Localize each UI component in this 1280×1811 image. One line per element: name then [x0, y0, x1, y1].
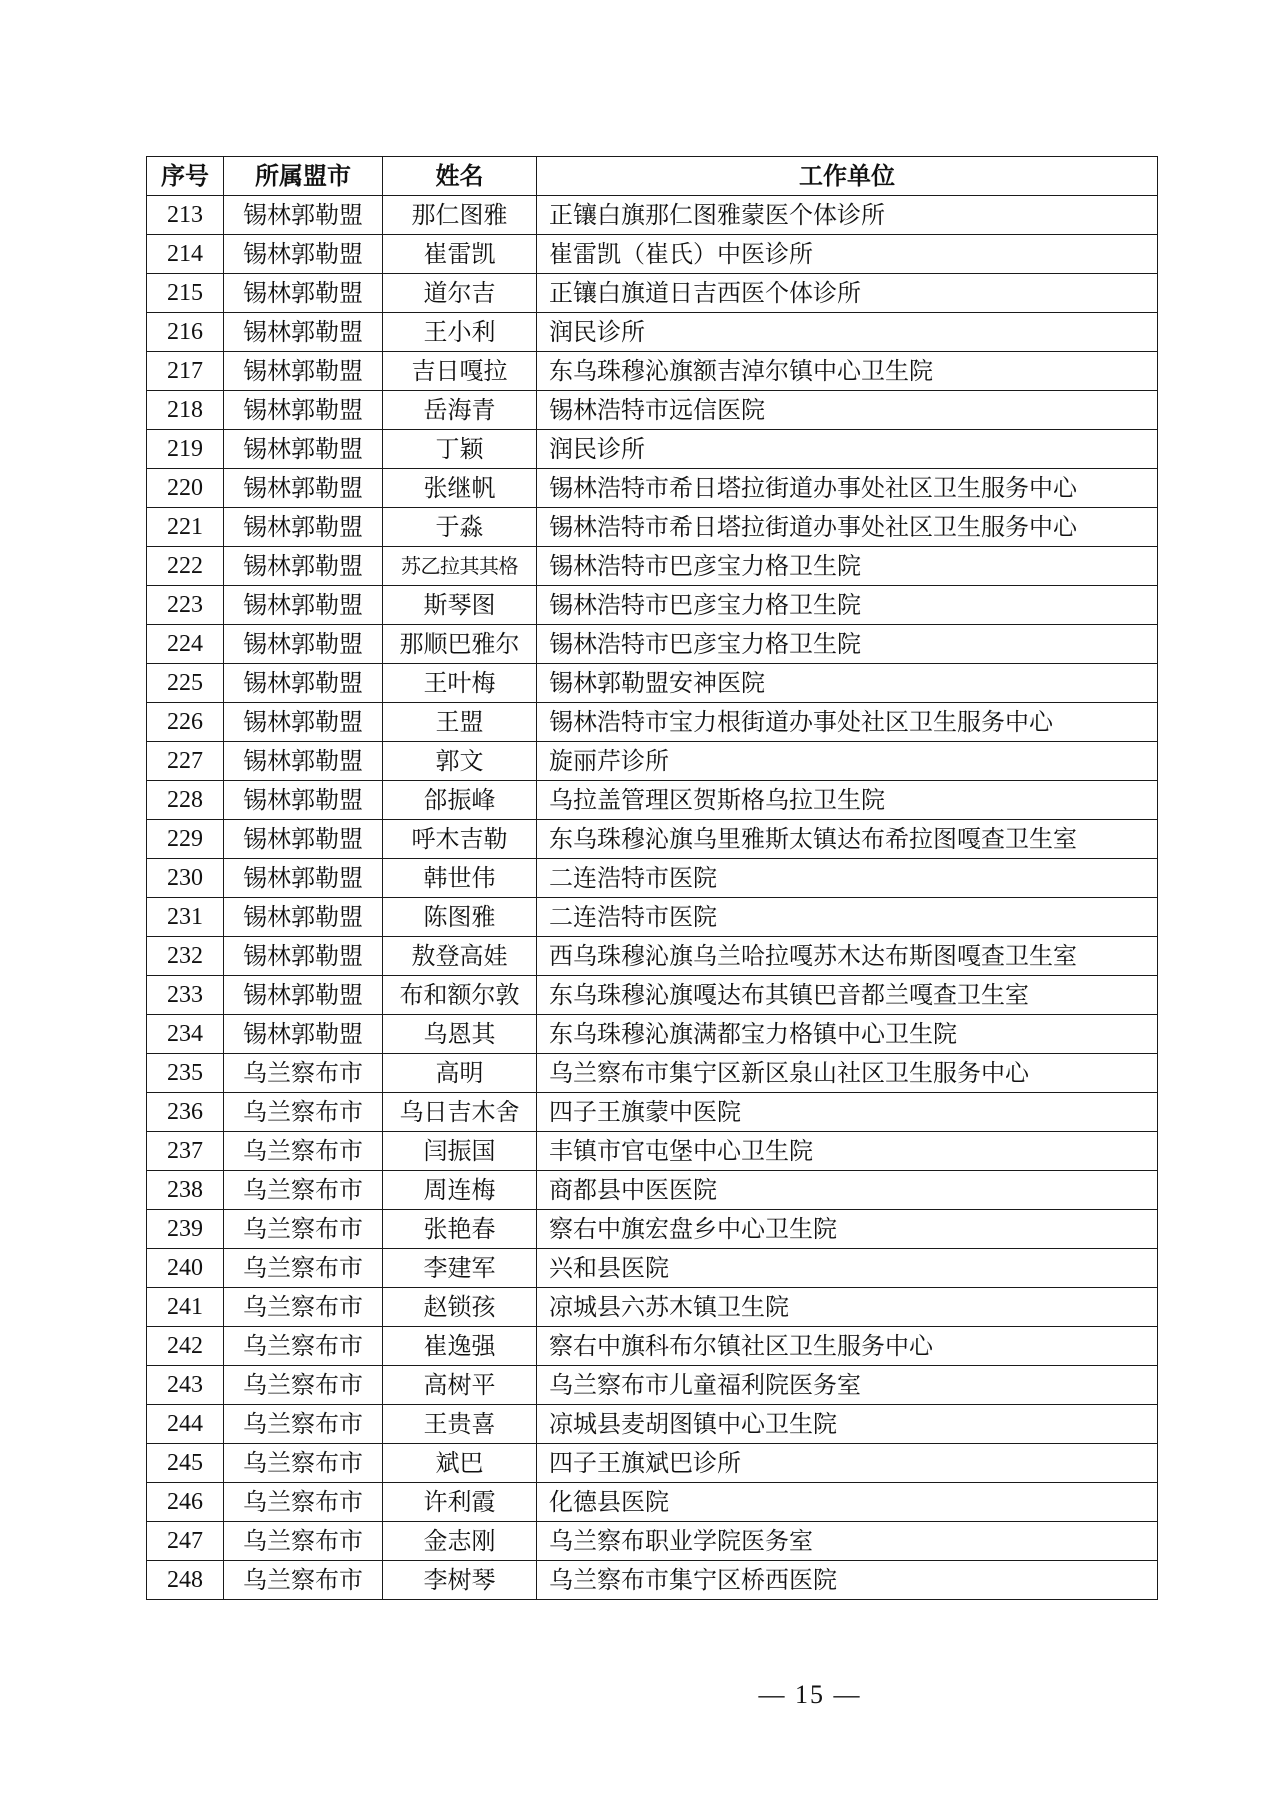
row-serial-number: 244 — [147, 1405, 224, 1444]
row-serial-number: 218 — [147, 391, 224, 430]
row-work-unit: 察右中旗科布尔镇社区卫生服务中心 — [537, 1327, 1158, 1366]
row-person-name: 郃振峰 — [383, 781, 537, 820]
row-serial-number: 240 — [147, 1249, 224, 1288]
row-work-unit: 正镶白旗道日吉西医个体诊所 — [537, 274, 1158, 313]
row-serial-number: 225 — [147, 664, 224, 703]
row-work-unit: 润民诊所 — [537, 313, 1158, 352]
row-work-unit: 四子王旗蒙中医院 — [537, 1093, 1158, 1132]
row-serial-number: 242 — [147, 1327, 224, 1366]
row-serial-number: 245 — [147, 1444, 224, 1483]
row-person-name: 岳海青 — [383, 391, 537, 430]
row-serial-number: 243 — [147, 1366, 224, 1405]
row-league-city: 锡林郭勒盟 — [224, 235, 383, 274]
table-row — [147, 1483, 1158, 1522]
row-league-city: 乌兰察布市 — [224, 1483, 383, 1522]
table-row — [147, 1171, 1158, 1210]
table-row — [147, 781, 1158, 820]
table-row — [147, 1327, 1158, 1366]
table-row — [147, 352, 1158, 391]
row-work-unit: 锡林浩特市宝力根街道办事处社区卫生服务中心 — [537, 703, 1158, 742]
row-work-unit: 兴和县医院 — [537, 1249, 1158, 1288]
row-serial-number: 248 — [147, 1561, 224, 1600]
table-row — [147, 1132, 1158, 1171]
row-person-name: 赵锁孩 — [383, 1288, 537, 1327]
row-league-city: 锡林郭勒盟 — [224, 508, 383, 547]
row-league-city: 乌兰察布市 — [224, 1093, 383, 1132]
row-work-unit: 乌兰察布市集宁区桥西医院 — [537, 1561, 1158, 1600]
table-row — [147, 664, 1158, 703]
table-row — [147, 508, 1158, 547]
row-serial-number: 234 — [147, 1015, 224, 1054]
row-league-city: 锡林郭勒盟 — [224, 625, 383, 664]
row-league-city: 乌兰察布市 — [224, 1171, 383, 1210]
row-work-unit: 锡林浩特市巴彦宝力格卫生院 — [537, 625, 1158, 664]
table-row — [147, 1522, 1158, 1561]
row-person-name: 金志刚 — [383, 1522, 537, 1561]
table-row — [147, 235, 1158, 274]
row-serial-number: 213 — [147, 196, 224, 235]
row-serial-number: 215 — [147, 274, 224, 313]
row-work-unit: 西乌珠穆沁旗乌兰哈拉嘎苏木达布斯图嘎查卫生室 — [537, 937, 1158, 976]
row-work-unit: 二连浩特市医院 — [537, 859, 1158, 898]
row-work-unit: 凉城县麦胡图镇中心卫生院 — [537, 1405, 1158, 1444]
row-work-unit: 锡林郭勒盟安神医院 — [537, 664, 1158, 703]
row-serial-number: 231 — [147, 898, 224, 937]
row-league-city: 乌兰察布市 — [224, 1405, 383, 1444]
page-number: — 15 — — [758, 1680, 862, 1709]
table-row — [147, 1210, 1158, 1249]
row-serial-number: 222 — [147, 547, 224, 586]
table-body — [147, 196, 1158, 1600]
row-person-name: 闫振国 — [383, 1132, 537, 1171]
row-work-unit: 四子王旗斌巴诊所 — [537, 1444, 1158, 1483]
table-row — [147, 391, 1158, 430]
row-person-name: 高明 — [383, 1054, 537, 1093]
row-work-unit: 乌兰察布市集宁区新区泉山社区卫生服务中心 — [537, 1054, 1158, 1093]
row-league-city: 乌兰察布市 — [224, 1444, 383, 1483]
row-serial-number: 224 — [147, 625, 224, 664]
table-row — [147, 1444, 1158, 1483]
row-serial-number: 229 — [147, 820, 224, 859]
row-league-city: 锡林郭勒盟 — [224, 352, 383, 391]
table-row — [147, 742, 1158, 781]
row-work-unit: 东乌珠穆沁旗满都宝力格镇中心卫生院 — [537, 1015, 1158, 1054]
row-league-city: 锡林郭勒盟 — [224, 664, 383, 703]
row-league-city: 乌兰察布市 — [224, 1132, 383, 1171]
row-league-city: 乌兰察布市 — [224, 1327, 383, 1366]
row-serial-number: 230 — [147, 859, 224, 898]
table-row — [147, 820, 1158, 859]
row-work-unit: 正镶白旗那仁图雅蒙医个体诊所 — [537, 196, 1158, 235]
row-person-name: 王贵喜 — [383, 1405, 537, 1444]
row-league-city: 锡林郭勒盟 — [224, 781, 383, 820]
table-row — [147, 430, 1158, 469]
row-work-unit: 东乌珠穆沁旗乌里雅斯太镇达布希拉图嘎查卫生室 — [537, 820, 1158, 859]
row-person-name: 呼木吉勒 — [383, 820, 537, 859]
row-league-city: 锡林郭勒盟 — [224, 547, 383, 586]
row-person-name: 吉日嘎拉 — [383, 352, 537, 391]
table-row — [147, 1249, 1158, 1288]
table-row — [147, 469, 1158, 508]
row-work-unit: 锡林浩特市远信医院 — [537, 391, 1158, 430]
row-serial-number: 219 — [147, 430, 224, 469]
row-person-name: 乌恩其 — [383, 1015, 537, 1054]
row-league-city: 锡林郭勒盟 — [224, 430, 383, 469]
row-person-name: 王叶梅 — [383, 664, 537, 703]
row-person-name: 陈图雅 — [383, 898, 537, 937]
row-serial-number: 237 — [147, 1132, 224, 1171]
table-row — [147, 1054, 1158, 1093]
row-league-city: 锡林郭勒盟 — [224, 742, 383, 781]
row-league-city: 锡林郭勒盟 — [224, 469, 383, 508]
row-league-city: 锡林郭勒盟 — [224, 586, 383, 625]
row-person-name: 那仁图雅 — [383, 196, 537, 235]
row-league-city: 锡林郭勒盟 — [224, 937, 383, 976]
row-work-unit: 东乌珠穆沁旗额吉淖尔镇中心卫生院 — [537, 352, 1158, 391]
row-serial-number: 226 — [147, 703, 224, 742]
row-serial-number: 217 — [147, 352, 224, 391]
staff-table — [146, 156, 1158, 1600]
row-serial-number: 236 — [147, 1093, 224, 1132]
table-row — [147, 1405, 1158, 1444]
header-league-city: 所属盟市 — [224, 157, 383, 196]
row-work-unit: 二连浩特市医院 — [537, 898, 1158, 937]
row-league-city: 锡林郭勒盟 — [224, 820, 383, 859]
table-row — [147, 1288, 1158, 1327]
row-work-unit: 锡林浩特市巴彦宝力格卫生院 — [537, 547, 1158, 586]
row-league-city: 乌兰察布市 — [224, 1249, 383, 1288]
row-person-name: 李建军 — [383, 1249, 537, 1288]
table-row — [147, 1561, 1158, 1600]
row-work-unit: 润民诊所 — [537, 430, 1158, 469]
table-row — [147, 586, 1158, 625]
row-work-unit: 化德县医院 — [537, 1483, 1158, 1522]
row-league-city: 乌兰察布市 — [224, 1561, 383, 1600]
row-league-city: 乌兰察布市 — [224, 1366, 383, 1405]
table-row — [147, 1015, 1158, 1054]
row-serial-number: 221 — [147, 508, 224, 547]
row-work-unit: 锡林浩特市希日塔拉街道办事处社区卫生服务中心 — [537, 469, 1158, 508]
table-row — [147, 976, 1158, 1015]
row-work-unit: 乌兰察布职业学院医务室 — [537, 1522, 1158, 1561]
row-person-name: 王小利 — [383, 313, 537, 352]
header-serial-number: 序号 — [147, 157, 224, 196]
row-serial-number: 239 — [147, 1210, 224, 1249]
row-serial-number: 216 — [147, 313, 224, 352]
table-row — [147, 274, 1158, 313]
row-serial-number: 214 — [147, 235, 224, 274]
row-league-city: 乌兰察布市 — [224, 1210, 383, 1249]
row-person-name: 郭文 — [383, 742, 537, 781]
table-row — [147, 547, 1158, 586]
row-work-unit: 商都县中医医院 — [537, 1171, 1158, 1210]
row-person-name: 斌巴 — [383, 1444, 537, 1483]
row-person-name: 王盟 — [383, 703, 537, 742]
row-league-city: 锡林郭勒盟 — [224, 859, 383, 898]
table-row — [147, 859, 1158, 898]
header-work-unit: 工作单位 — [537, 157, 1158, 196]
row-work-unit: 凉城县六苏木镇卫生院 — [537, 1288, 1158, 1327]
row-person-name: 敖登高娃 — [383, 937, 537, 976]
row-serial-number: 246 — [147, 1483, 224, 1522]
row-work-unit: 乌兰察布市儿童福利院医务室 — [537, 1366, 1158, 1405]
row-person-name: 崔逸强 — [383, 1327, 537, 1366]
row-work-unit: 锡林浩特市希日塔拉街道办事处社区卫生服务中心 — [537, 508, 1158, 547]
row-person-name: 李树琴 — [383, 1561, 537, 1600]
table-row — [147, 1366, 1158, 1405]
row-serial-number: 228 — [147, 781, 224, 820]
table-row — [147, 313, 1158, 352]
table-row — [147, 937, 1158, 976]
row-serial-number: 247 — [147, 1522, 224, 1561]
row-person-name: 苏乙拉其其格 — [383, 547, 537, 586]
row-person-name: 布和额尔敦 — [383, 976, 537, 1015]
row-person-name: 周连梅 — [383, 1171, 537, 1210]
row-work-unit: 崔雷凯（崔氏）中医诊所 — [537, 235, 1158, 274]
table-header-row — [147, 157, 1158, 196]
row-person-name: 韩世伟 — [383, 859, 537, 898]
table-row — [147, 1093, 1158, 1132]
row-league-city: 锡林郭勒盟 — [224, 1015, 383, 1054]
row-work-unit: 旋丽芹诊所 — [537, 742, 1158, 781]
row-person-name: 乌日吉木舍 — [383, 1093, 537, 1132]
row-league-city: 锡林郭勒盟 — [224, 196, 383, 235]
row-work-unit: 乌拉盖管理区贺斯格乌拉卫生院 — [537, 781, 1158, 820]
row-person-name: 许利霞 — [383, 1483, 537, 1522]
row-league-city: 乌兰察布市 — [224, 1288, 383, 1327]
row-league-city: 乌兰察布市 — [224, 1054, 383, 1093]
table-row — [147, 625, 1158, 664]
table-row — [147, 196, 1158, 235]
header-name: 姓名 — [383, 157, 537, 196]
row-league-city: 锡林郭勒盟 — [224, 976, 383, 1015]
row-league-city: 锡林郭勒盟 — [224, 898, 383, 937]
row-person-name: 张艳春 — [383, 1210, 537, 1249]
row-league-city: 锡林郭勒盟 — [224, 313, 383, 352]
row-person-name: 高树平 — [383, 1366, 537, 1405]
row-serial-number: 227 — [147, 742, 224, 781]
row-person-name: 斯琴图 — [383, 586, 537, 625]
table-row — [147, 703, 1158, 742]
row-serial-number: 220 — [147, 469, 224, 508]
row-work-unit: 丰镇市官屯堡中心卫生院 — [537, 1132, 1158, 1171]
row-work-unit: 东乌珠穆沁旗嘎达布其镇巴音都兰嘎查卫生室 — [537, 976, 1158, 1015]
row-work-unit: 察右中旗宏盘乡中心卫生院 — [537, 1210, 1158, 1249]
row-league-city: 乌兰察布市 — [224, 1522, 383, 1561]
row-person-name: 丁颖 — [383, 430, 537, 469]
row-serial-number: 235 — [147, 1054, 224, 1093]
table-row — [147, 898, 1158, 937]
row-work-unit: 锡林浩特市巴彦宝力格卫生院 — [537, 586, 1158, 625]
row-league-city: 锡林郭勒盟 — [224, 703, 383, 742]
row-league-city: 锡林郭勒盟 — [224, 274, 383, 313]
row-serial-number: 223 — [147, 586, 224, 625]
row-serial-number: 241 — [147, 1288, 224, 1327]
row-person-name: 道尔吉 — [383, 274, 537, 313]
row-person-name: 于淼 — [383, 508, 537, 547]
row-person-name: 那顺巴雅尔 — [383, 625, 537, 664]
row-league-city: 锡林郭勒盟 — [224, 391, 383, 430]
row-serial-number: 233 — [147, 976, 224, 1015]
row-serial-number: 238 — [147, 1171, 224, 1210]
row-person-name: 张继帆 — [383, 469, 537, 508]
row-serial-number: 232 — [147, 937, 224, 976]
row-person-name: 崔雷凯 — [383, 235, 537, 274]
